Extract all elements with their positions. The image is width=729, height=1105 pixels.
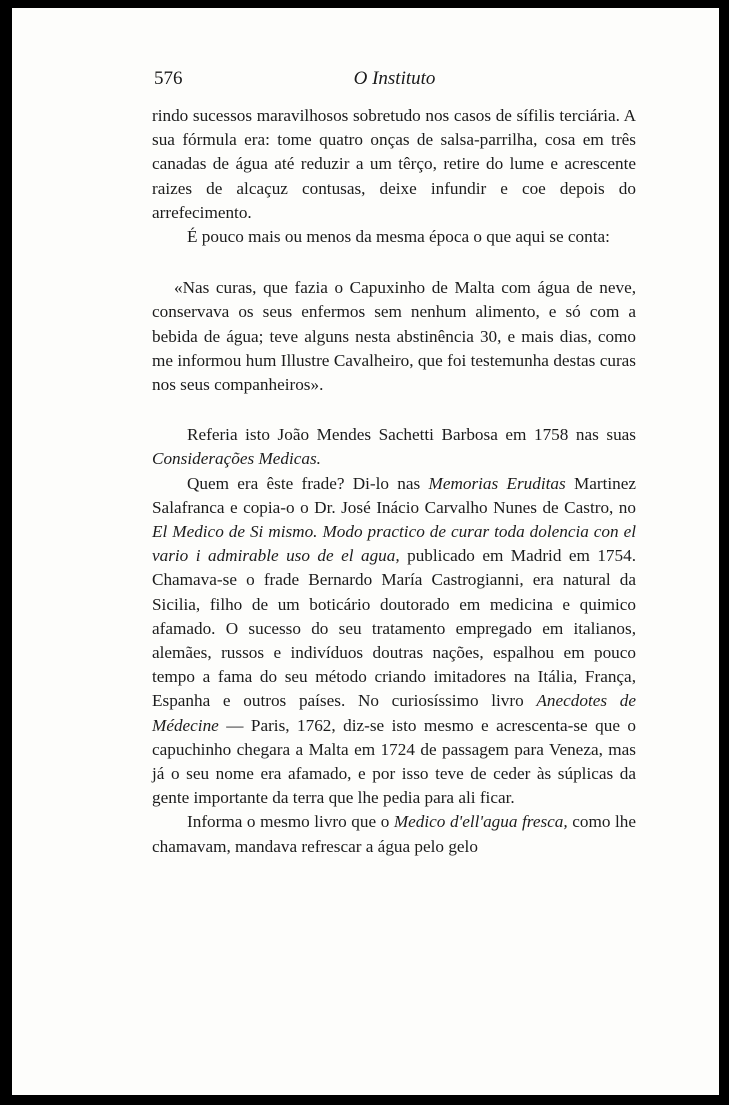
page-header (154, 68, 635, 98)
paragraph-2: É pouco mais ou menos da mesma época o que aqui se conta: (187, 227, 610, 247)
body-text (152, 104, 636, 859)
paragraph-5-text-d: — Paris, 1762, diz-se isto mesmo e acrescenta-se que o capuchinho chegara a Malta em 1724 de passagem para Veneza, mas já o seu nome era afamado, e por isso teve de ceder às súplicas da gente importante da terra que lhe pedia para ali ficar. (152, 715, 636, 808)
book-title: El Medico de Si mismo. Modo practico de curar toda dolencia con el vario i admirable uso de el agua, (152, 522, 636, 566)
book-title: Memorias Eruditas (428, 473, 566, 493)
paragraph-5 (152, 472, 636, 811)
book-title: Anecdotes de Médecine (152, 691, 636, 735)
paragraph-4 (152, 423, 636, 471)
page-number: 576 (154, 68, 183, 89)
paragraph-4-text: Referia isto João Mendes Sachetti Barbosa em 1758 nas suas (187, 425, 636, 445)
paragraph-5-text-b: Martinez Salafranca e copia-o o Dr. José Inácio Carvalho Nunes de Castro, no (152, 473, 637, 517)
book-title: Medico d'ell'agua fresca, (393, 812, 568, 832)
paragraph-5-text-a: Quem era êste frade? Di-lo nas (187, 473, 429, 493)
paragraph-6-text-a: Informa o mesmo livro que o (187, 812, 394, 832)
book-title: Considerações Medicas. (152, 449, 321, 469)
paragraph-6-text-b: como lhe chamavam, mandava refrescar a água pelo gelo (152, 812, 636, 856)
paragraph-1: rindo sucessos maravilhosos sobretudo nos casos de sífilis terciária. A sua fórmula era: tome quatro onças de salsa-parrilha, cosa em três canadas de água até reduzir a um têrço, retire do lume e acrescente raizes de alcaçuz contusas, deixe infundir e coe depois do arrefecimento. (152, 106, 636, 222)
book-page (12, 8, 719, 1095)
running-title: O Instituto (353, 68, 436, 89)
quoted-paragraph: «Nas curas, que fazia o Capuxinho de Malta com água de neve, conservava os seus enfermos sem nenhum alimento, e só com a bebida de água; teve alguns nesta abstinência 30, e mais dias, como me informou hum Illustre Cavalheiro, que foi testemunha destas curas nos seus companheiros». (152, 278, 636, 395)
paragraph-5-text-c: publicado em Madrid em 1754. Chamava-se o frade Bernardo María Castrogianni, era natural da Sicilia, filho de um boticário doutorado em medicina e quimico afamado. O sucesso do seu tratamento empregado em italianos, alemães, russos e indivíduos doutras nações, espalhou em pouco tempo a fama do seu método criando imitadores na Itália, França, Espanha e outros países. No curiosíssimo livro (152, 546, 636, 711)
paragraph-6 (152, 810, 636, 858)
